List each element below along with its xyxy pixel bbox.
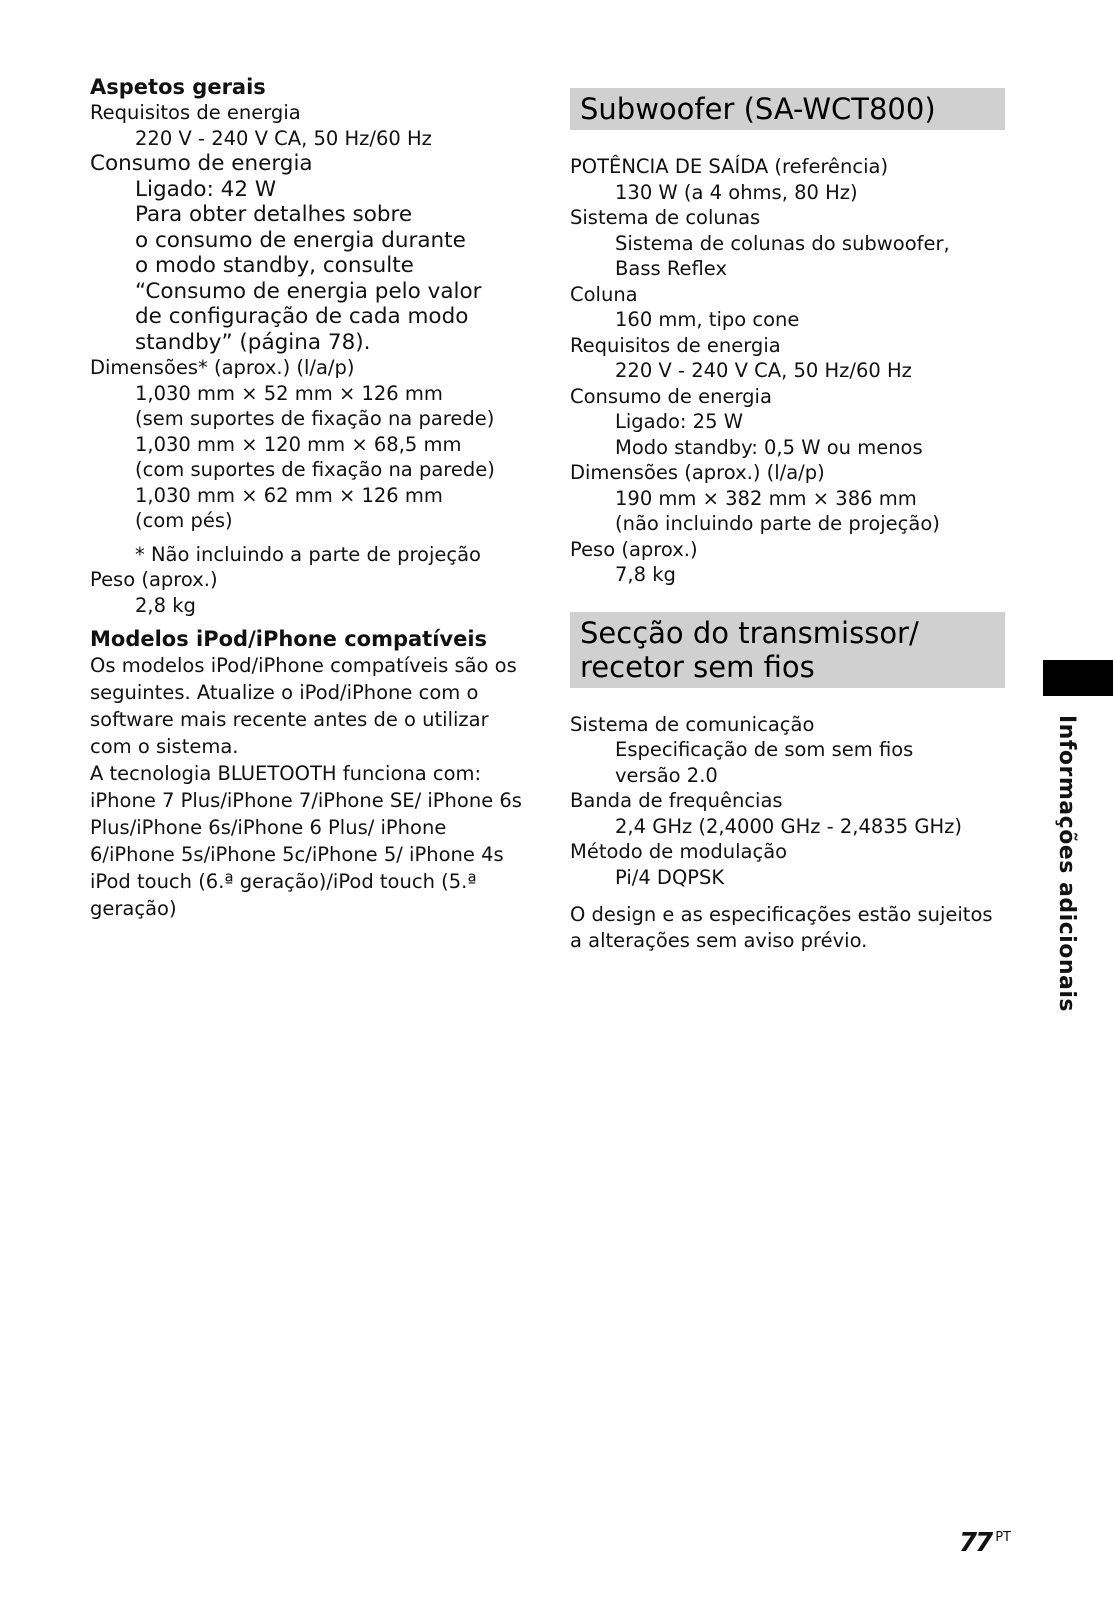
dimensions-line: 1,030 mm × 62 mm × 126 mm	[135, 483, 443, 507]
consumption-line: o consumo de energia durante	[135, 227, 466, 253]
models-paragraph: Os modelos iPod/iPhone compatíveis são os seguintes. Atualize o iPod/iPhone com o software mais recente antes de o utilizar com o sistema.	[90, 654, 517, 758]
spec-value: versão 2.0	[615, 763, 718, 787]
page-language-suffix: PT	[995, 1530, 1011, 1546]
models-heading: Modelos iPod/iPhone compatíveis	[90, 627, 488, 651]
spec-label: Dimensões (aprox.) (l/a/p)	[570, 461, 825, 484]
section-tab-marker	[1043, 660, 1113, 696]
spec-label: Sistema de colunas	[570, 206, 761, 229]
wireless-spec-list	[570, 712, 1005, 891]
consumption-line: de configuração de cada modo	[135, 304, 469, 329]
page-number	[959, 1528, 1011, 1558]
page-number-value: 77	[959, 1528, 992, 1558]
spec-value: Pi/4 DQPSK	[615, 865, 725, 889]
dimensions-line: (com pés)	[135, 509, 233, 532]
subwoofer-spec-list	[570, 154, 1005, 588]
consumption-line: standby” (página 78).	[135, 329, 371, 355]
weight-label: Peso (aprox.)	[90, 568, 218, 591]
dimensions-line: 1,030 mm × 52 mm × 126 mm	[135, 381, 443, 405]
spec-label: Banda de frequências	[570, 789, 783, 812]
consumption-line: “Consumo de energia pelo valor	[135, 278, 482, 304]
consumption-line: o modo standby, consulte	[135, 253, 414, 278]
spec-value: 160 mm, tipo cone	[615, 308, 800, 331]
spec-value: 130 W (a 4 ohms, 80 Hz)	[615, 180, 858, 204]
spec-value: (não incluindo parte de projeção)	[615, 512, 940, 535]
dimensions-line: (sem suportes de fixação na parede)	[135, 407, 495, 430]
spec-label: Peso (aprox.)	[570, 537, 698, 561]
spec-value: 7,8 kg	[615, 563, 676, 586]
power-req-value: 220 V - 240 V CA, 50 Hz/60 Hz	[135, 126, 432, 150]
left-column	[90, 74, 530, 922]
spec-label: Método de modulação	[570, 840, 788, 863]
subwoofer-heading: Subwoofer (SA-WCT800)	[570, 88, 1005, 130]
spec-value: Modo standby: 0,5 W ou menos	[615, 435, 923, 459]
dimensions-footnote: * Não incluindo a parte de projeção	[135, 542, 481, 566]
consumption-line: Ligado: 42 W	[135, 176, 277, 202]
spec-value: 190 mm × 382 mm × 386 mm	[615, 486, 917, 510]
weight-value: 2,8 kg	[135, 593, 196, 617]
spec-value: 2,4 GHz (2,4000 GHz - 2,4835 GHz)	[615, 814, 962, 838]
spec-value: Especificação de som sem fios	[615, 738, 914, 761]
spec-value: Bass Reflex	[615, 257, 727, 280]
spec-value: 220 V - 240 V CA, 50 Hz/60 Hz	[615, 359, 912, 382]
dimensions-line: 1,030 mm × 120 mm × 68,5 mm	[135, 432, 462, 456]
wireless-heading	[570, 612, 1005, 688]
section-tab-label: Informações adicionais	[1054, 715, 1079, 1012]
spec-label: Coluna	[570, 282, 638, 306]
power-req-label: Requisitos de energia	[90, 101, 301, 124]
wireless-heading-line: Secção do transmissor/	[580, 615, 919, 650]
models-paragraph: iPod touch (6.ª geração)/iPod touch (5.ª geração)	[90, 870, 477, 920]
models-paragraph: A tecnologia BLUETOOTH funciona com: iPhone 7 Plus/iPhone 7/iPhone SE/ iPhone 6s Plus/iPhone 6s/iPhone 6 Plus/ iPhone 6/iPhone 5s/iPhone 5c/iPhone 5/ iPhone 4s	[90, 762, 522, 866]
right-column	[570, 88, 1005, 954]
spec-value: Ligado: 25 W	[615, 410, 743, 433]
spec-label: POTÊNCIA DE SAÍDA (referência)	[570, 155, 889, 178]
spec-label: Consumo de energia	[570, 384, 772, 408]
spec-label: Requisitos de energia	[570, 333, 781, 357]
consumption-line: Para obter detalhes sobre	[135, 202, 413, 227]
dimensions-line: (com suportes de fixação na parede)	[135, 458, 495, 481]
disclaimer-text: O design e as especificações estão sujeitos a alterações sem aviso prévio.	[570, 903, 993, 952]
dimensions-label: Dimensões* (aprox.) (l/a/p)	[90, 356, 355, 379]
spec-label: Sistema de comunicação	[570, 712, 815, 736]
spec-value: Sistema de colunas do subwoofer,	[615, 231, 950, 255]
consumption-label: Consumo de energia	[90, 151, 313, 176]
wireless-heading-line: recetor sem fios	[580, 649, 815, 684]
general-heading: Aspetos gerais	[90, 75, 266, 99]
